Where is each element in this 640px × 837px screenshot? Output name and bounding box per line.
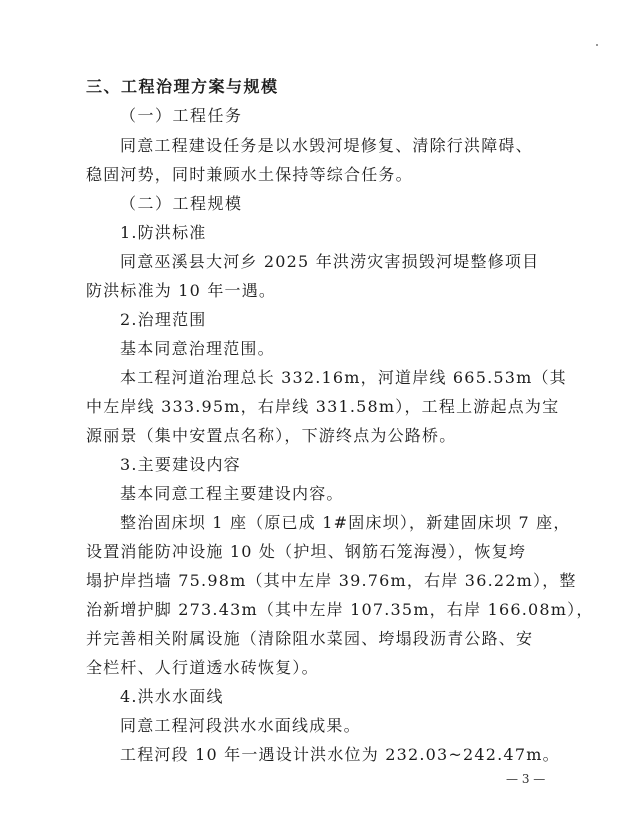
paragraph-line: 并完善相关附属设施（清除阻水菜园、垮塌段沥青公路、安: [86, 629, 534, 648]
page-number: — 3 —: [506, 772, 546, 786]
paragraph-line: 同意工程河段洪水水面线成果。: [120, 716, 361, 735]
paragraph-line: 整治固床坝 1 座（原已成 1#固床坝），新建固床坝 7 座，: [120, 513, 571, 532]
paragraph-line: 防洪标准为 10 年一遇。: [86, 281, 277, 300]
paragraph-line: 同意工程建设任务是以水毁河堤修复、清除行洪障碍、: [120, 136, 533, 155]
item-title-flood-level: 4.洪水水面线: [120, 687, 224, 706]
paragraph-line: 设置消能防冲设施 10 处（护坦、钢筋石笼海漫），恢复垮: [86, 542, 527, 561]
subsection-title-task: （一）工程任务: [120, 106, 243, 125]
subsection-title-scale: （二）工程规模: [120, 194, 243, 213]
scan-speck: [596, 44, 598, 46]
paragraph-line: 同意巫溪县大河乡 2025 年洪涝灾害损毁河堤整修项目: [120, 252, 540, 271]
item-title-flood-standard: 1.防洪标准: [120, 223, 207, 242]
paragraph-line: 稳固河势，同时兼顾水土保持等综合任务。: [86, 165, 413, 184]
paragraph-line: 基本同意治理范围。: [120, 339, 275, 358]
paragraph-line: 源丽景（集中安置点名称），下游终点为公路桥。: [86, 426, 457, 445]
paragraph-line: 治新增护脚 273.43m（其中左岸 107.35m，右岸 166.08m），: [86, 600, 594, 619]
item-title-scope: 2.治理范围: [120, 310, 207, 329]
paragraph-line: 基本同意工程主要建设内容。: [120, 484, 344, 503]
paragraph-line: 中左岸线 333.95m，右岸线 331.58m），工程上游起点为宝: [86, 397, 560, 416]
paragraph-line: 塌护岸挡墙 75.98m（其中左岸 39.76m，右岸 36.22m），整: [86, 571, 577, 590]
section-title: 三、工程治理方案与规模: [86, 77, 279, 96]
item-title-construction: 3.主要建设内容: [120, 455, 241, 474]
paragraph-line: 工程河段 10 年一遇设计洪水位为 232.03~242.47m。: [120, 745, 560, 764]
paragraph-line: 全栏杆、人行道透水砖恢复）。: [86, 658, 319, 677]
paragraph-line: 本工程河道治理总长 332.16m，河道岸线 665.53m（其: [120, 368, 567, 387]
